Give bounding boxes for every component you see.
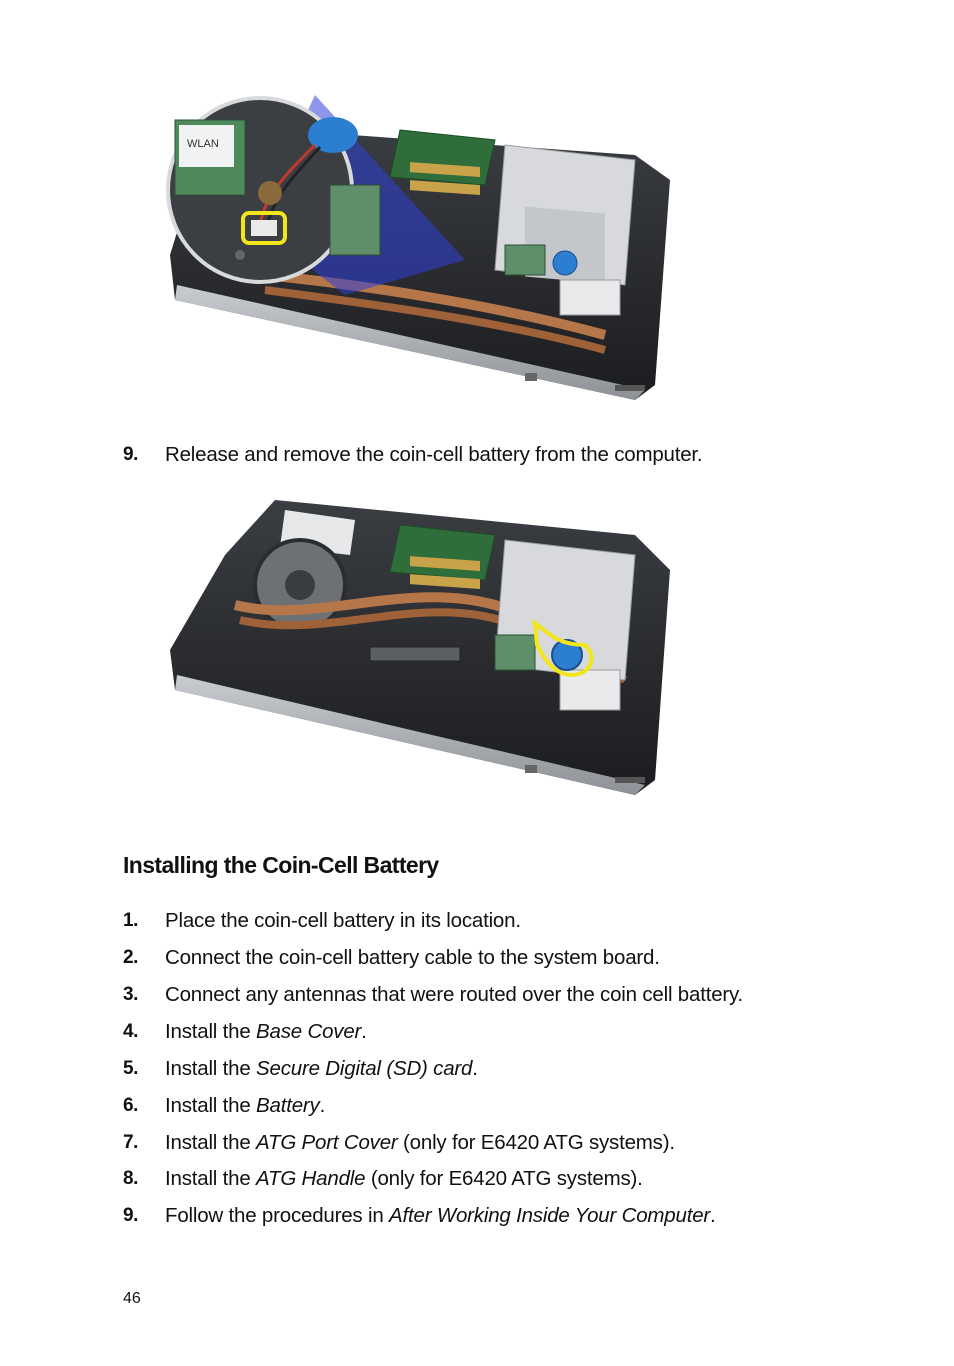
step-text: Connect any antennas that were routed over the coin cell battery.: [165, 983, 744, 1006]
xref-sd-card[interactable]: Secure Digital (SD) card: [256, 1057, 473, 1080]
laptop-coin-cell-battery-figure: [165, 495, 675, 800]
xref-atg-handle[interactable]: ATG Handle: [256, 1167, 366, 1190]
step-number: 7.: [123, 1132, 138, 1153]
section-heading: Installing the Coin-Cell Battery: [123, 852, 439, 878]
step-number: 3.: [123, 984, 138, 1005]
step-text: Follow the procedures in After Working Inside Your Computer.: [165, 1204, 716, 1227]
step-text: Place the coin-cell battery in its location.: [165, 909, 521, 932]
step-text: Install the Base Cover.: [165, 1020, 367, 1043]
laptop-wlan-connector-figure: [165, 85, 675, 405]
step-number: 2.: [123, 947, 138, 968]
step-text: Install the ATG Handle (only for E6420 ATG systems).: [165, 1167, 643, 1190]
step-number: 4.: [123, 1021, 138, 1042]
xref-atg-port-cover[interactable]: ATG Port Cover: [256, 1131, 398, 1154]
xref-after-working-inside[interactable]: After Working Inside Your Computer: [389, 1204, 711, 1227]
step-number: 1.: [123, 910, 138, 931]
step-number: 9.: [123, 444, 138, 465]
step-number: 9.: [123, 1205, 138, 1226]
page-number: 46: [123, 1290, 141, 1307]
step-text: Release and remove the coin-cell battery from the computer.: [165, 443, 703, 466]
step-number: 6.: [123, 1095, 138, 1116]
step-text: Install the ATG Port Cover (only for E6420 ATG systems).: [165, 1131, 675, 1154]
step-number: 5.: [123, 1058, 138, 1079]
wlan-label: WLAN: [187, 138, 219, 150]
xref-battery[interactable]: Battery: [256, 1094, 320, 1117]
step-number: 8.: [123, 1168, 138, 1189]
step-text: Install the Battery.: [165, 1094, 326, 1117]
xref-base-cover[interactable]: Base Cover: [256, 1020, 362, 1043]
step-text: Connect the coin-cell battery cable to the system board.: [165, 946, 660, 969]
step-text: Install the Secure Digital (SD) card.: [165, 1057, 478, 1080]
